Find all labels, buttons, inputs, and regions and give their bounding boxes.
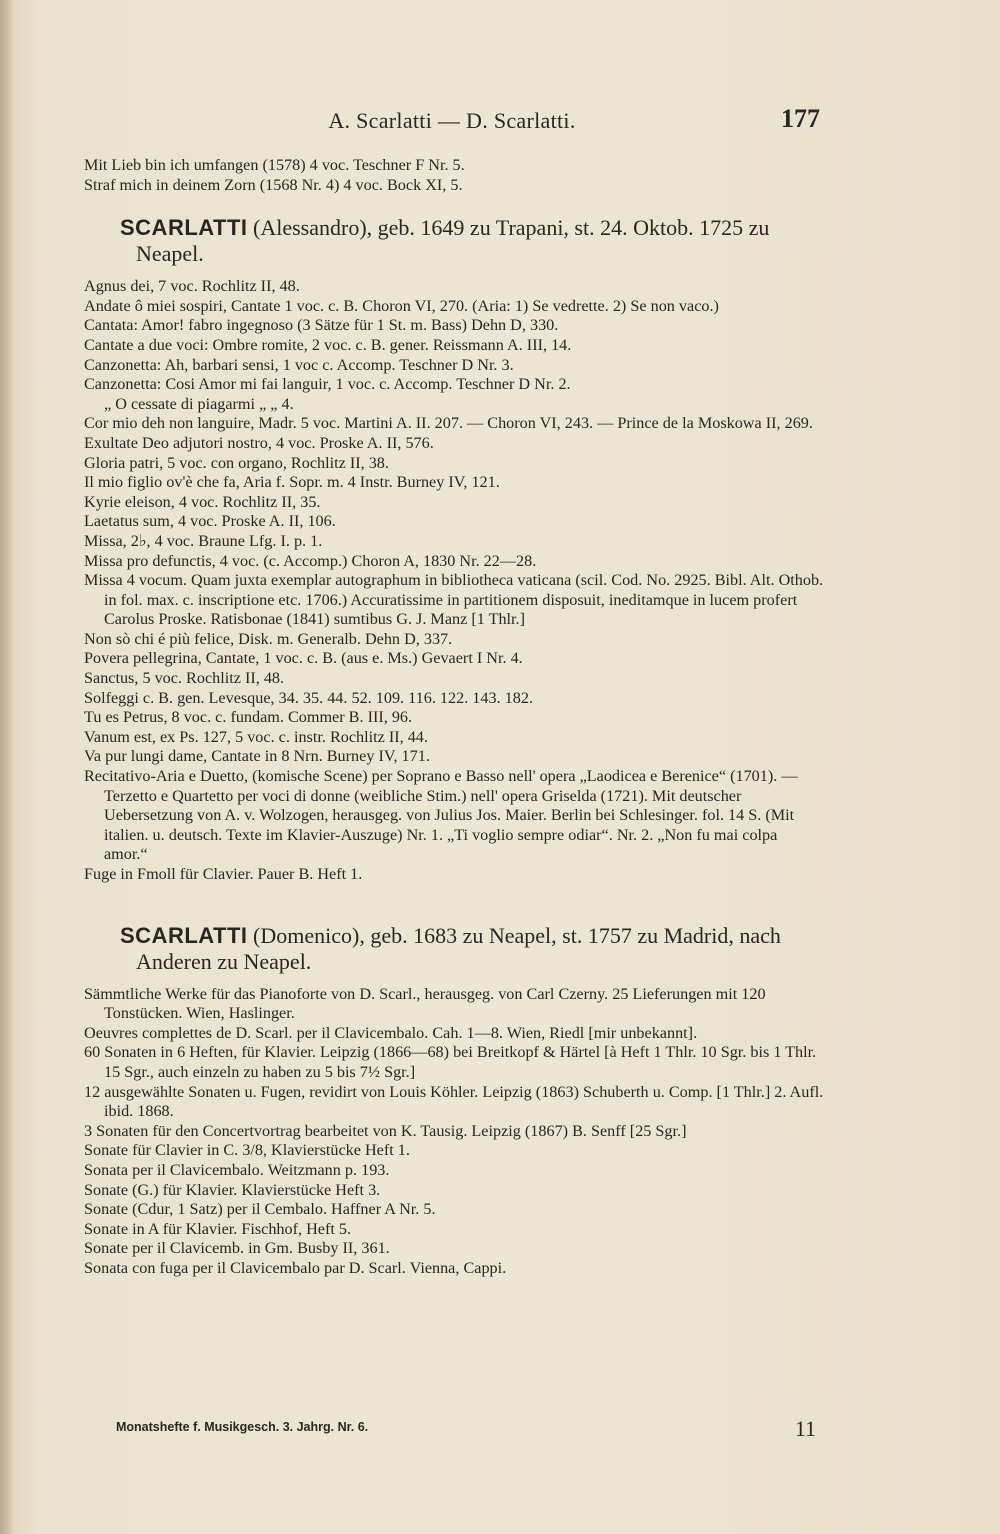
list-item: Sonata per il Clavicembalo. Weitzmann p. 193.	[84, 1160, 390, 1179]
list-item: Recitativo-Aria e Duetto, (komische Scene) per Soprano e Basso nell' opera „Laodicea e Berenice“ (1701). — Terzetto e Quartetto per voci di donne (weibliche Stim.) nell' opera Griselda (1721). Mit deutscher Uebersetzung von A. v. Wolzogen, herausgeg. von Julius Jos. Maier. Berlin bei Schlesinger. fol. 14 S. (Mit italien. u. deutsch. Texte im Klavier-Auszuge) Nr. 1. „Ti voglio sempre odiar“. Nr. 2. „Non fu mai colpa amor.“	[84, 767, 798, 864]
list-item: Canzonetta: Cosi Amor mi fai languir, 1 voc. c. Accomp. Teschner D Nr. 2.	[84, 375, 571, 394]
list-item: Sonate per il Clavicemb. in Gm. Busby II, 361.	[84, 1239, 390, 1258]
list-item: Oeuvres complettes de D. Scarl. per il Clavicembalo. Cah. 1—8. Wien, Riedl [mir unbekannt].	[84, 1023, 698, 1042]
composer-name: SCARLATTI	[120, 922, 248, 948]
list-item: Missa, 2♭, 4 voc. Braune Lfg. I. p. 1.	[84, 531, 323, 550]
journal-signature: Monatshefte f. Musikgesch. 3. Jahrg. Nr. 6.	[116, 1420, 369, 1434]
list-item: Solfeggi c. B. gen. Levesque, 34. 35. 44. 52. 109. 116. 122. 143. 182.	[84, 688, 534, 707]
list-item: Sämmtliche Werke für das Pianoforte von D. Scarl., herausgeg. von Carl Czerny. 25 Lieferungen mit 120 Tonstücken. Wien, Haslinger.	[84, 984, 766, 1023]
list-item: Sonate in A für Klavier. Fischhof, Heft 5.	[84, 1219, 352, 1238]
list-item: Cor mio deh non languire, Madr. 5 voc. Martini A. II. 207. — Choron VI, 243. — Prince de la Moskowa II, 269.	[84, 414, 813, 433]
works-list-domenico	[84, 985, 824, 1279]
list-item: Sonate (Cdur, 1 Satz) per il Cembalo. Haffner A Nr. 5.	[84, 1200, 436, 1219]
list-item: Mit Lieb bin ich umfangen (1578) 4 voc. Teschner F Nr. 5.	[84, 156, 465, 174]
list-item: Missa 4 vocum. Quam juxta exemplar autographum in bibliotheca vaticana (scil. Cod. No. 2925. Bibl. Alt. Othob. in fol. max. c. inscriptione etc. 1706.) Accuratissime in partitionem disposuit, ineditamque in lucem profert Carolus Proske. Ratisbonae (1841) sumtibus G. J. Manz [1 Thlr.]	[84, 571, 824, 629]
list-item: Sonate für Clavier in C. 3/8, Klavierstücke Heft 1.	[84, 1141, 410, 1160]
composer-name: SCARLATTI	[120, 215, 248, 241]
list-item: Andate ô miei sospiri, Cantate 1 voc. c. B. Choron VI, 270. (Aria: 1) Se vedrette. 2) Se non vaco.)	[84, 296, 719, 315]
page-header	[84, 104, 820, 140]
page-number: 177	[781, 104, 820, 133]
list-item: 3 Sonaten für den Concertvortrag bearbeitet von K. Tausig. Leipzig (1867) B. Senff [25 Sgr.]	[84, 1121, 687, 1140]
list-item: Canzonetta: Ah, barbari sensi, 1 voc c. Accomp. Teschner D Nr. 3.	[84, 355, 514, 374]
composer-details: (Alessandro), geb. 1649 zu Trapani, st. 24. Oktob. 1725 zu Neapel.	[136, 215, 770, 267]
list-item: „ O cessate di piagarmi „ „ 4.	[104, 394, 294, 413]
list-item: Cantata: Amor! fabro ingegnoso (3 Sätze für 1 St. m. Bass) Dehn D, 330.	[84, 316, 559, 335]
composer-heading-alessandro	[84, 215, 824, 267]
list-item: Straf mich in deinem Zorn (1568 Nr. 4) 4 voc. Bock XI, 5.	[84, 175, 463, 194]
sheet-number: 11	[794, 1416, 816, 1441]
list-item: Fuge in Fmoll für Clavier. Pauer B. Heft 1.	[84, 865, 363, 883]
list-item: Gloria patri, 5 voc. con organo, Rochlitz II, 38.	[84, 453, 389, 472]
running-title: A. Scarlatti — D. Scarlatti.	[328, 108, 576, 133]
works-list-alessandro	[84, 277, 824, 884]
list-item: Sonate (G.) für Klavier. Klavierstücke Heft 3.	[84, 1180, 381, 1199]
list-item: Missa pro defunctis, 4 voc. (c. Accomp.) Choron A, 1830 Nr. 22—28.	[84, 551, 537, 570]
list-item: Il mio figlio ov'è che fa, Aria f. Sopr. m. 4 Instr. Burney IV, 121.	[84, 473, 500, 492]
list-item: Sonata con fuga per il Clavicembalo par D. Scarl. Vienna, Cappi.	[84, 1258, 507, 1277]
list-item: Tu es Petrus, 8 voc. c. fundam. Commer B. III, 96.	[84, 708, 413, 727]
list-item: 12 ausgewählte Sonaten u. Fugen, revidirt von Louis Köhler. Leipzig (1863) Schuberth u. Comp. [1 Thlr.] 2. Aufl. ibid. 1868.	[84, 1082, 824, 1121]
composer-details: (Domenico), geb. 1683 zu Neapel, st. 1757 zu Madrid, nach Anderen zu Neapel.	[136, 922, 781, 974]
list-item: Povera pellegrina, Cantate, 1 voc. c. B. (aus e. Ms.) Gevaert I Nr. 4.	[84, 649, 523, 668]
list-item: Exultate Deo adjutori nostro, 4 voc. Proske A. II, 576.	[84, 433, 434, 452]
intro-entries	[84, 156, 824, 195]
composer-heading-domenico	[84, 923, 824, 975]
page-edge-shadow	[0, 0, 14, 1534]
list-item: Va pur lungi dame, Cantate in 8 Nrn. Burney IV, 171.	[84, 747, 430, 766]
list-item: Vanum est, ex Ps. 127, 5 voc. c. instr. Rochlitz II, 44.	[84, 727, 428, 746]
list-item: Agnus dei, 7 voc. Rochlitz II, 48.	[84, 277, 300, 296]
list-item: Sanctus, 5 voc. Rochlitz II, 48.	[84, 669, 285, 688]
catalog-content	[84, 156, 824, 1279]
list-item: Cantate a due voci: Ombre romite, 2 voc. c. B. gener. Reissmann A. III, 14.	[84, 335, 572, 354]
list-item: Kyrie eleison, 4 voc. Rochlitz II, 35.	[84, 492, 321, 511]
list-item: Laetatus sum, 4 voc. Proske A. II, 106.	[84, 512, 336, 531]
list-item: Non sò chi é più felice, Disk. m. Generalb. Dehn D, 337.	[84, 629, 453, 648]
list-item: 60 Sonaten in 6 Heften, für Klavier. Leipzig (1866—68) bei Breitkopf & Härtel [à Heft 1 Thlr. 10 Sgr. bis 1 Thlr. 15 Sgr., auch einzeln zu haben zu 5 bis 7½ Sgr.]	[84, 1043, 817, 1081]
page-footer	[116, 1416, 816, 1446]
